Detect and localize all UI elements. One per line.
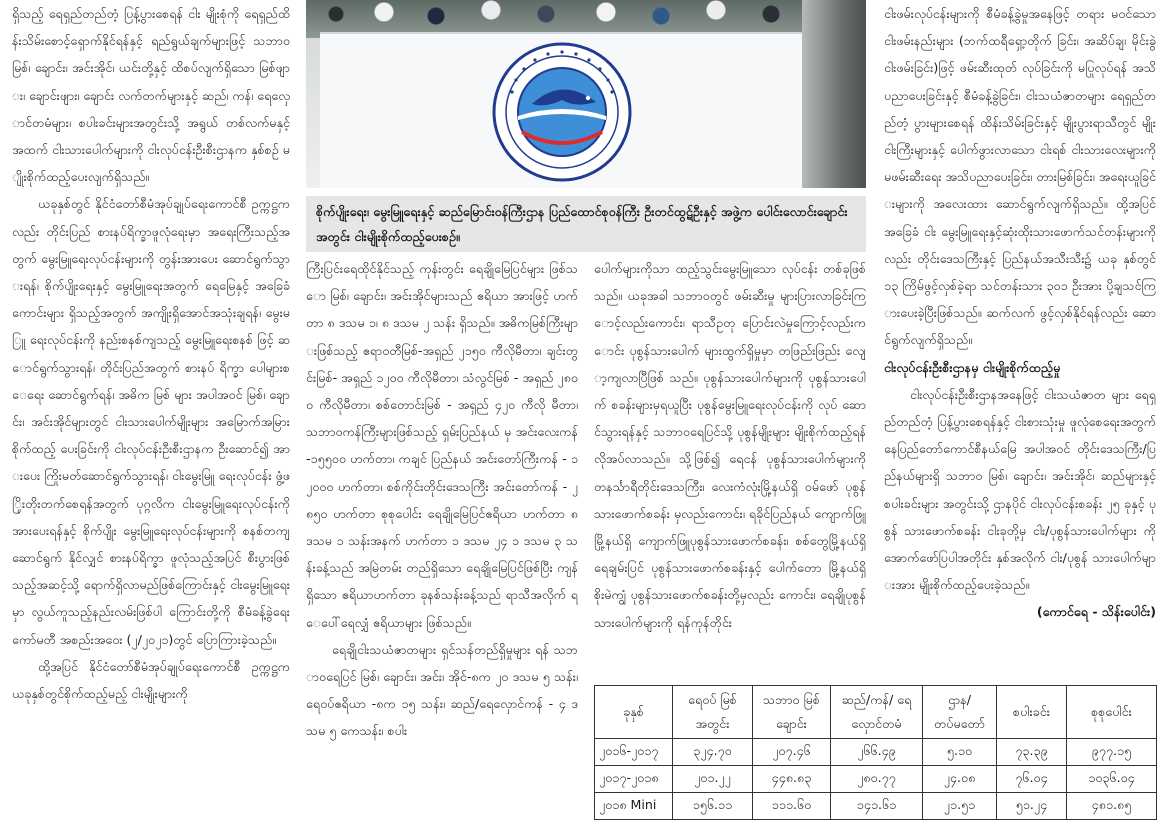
article-paragraph: ယခုနှစ်တွင် နိုင်ငံတော်စီမံအုပ်ချုပ်ရေးကောင်စီ ဥက္ကဋ္ဌကလည်း တိုင်းပြည် စားနပ်ရိက္ခာဖူလုံရေးမှာ အရေးကြီးသည့်အတွက် မွေးမြူရေးလုပ်ငန်းများကို တွန်းအားပေး ဆောင်ရွက်သွားရန်၊ စိုက်ပျိုးရေးနှင့် မွေးမြူရေးအတွက် ရေမြေနှင့် အခြေခံကောင်းများ ရှိသည့်အတွက် အကျိုးရှိအောင်အသုံးချရန်၊ မွေးမြူ ရေးလုပ်ငန်းကို နည်းစနစ်ကျသည့် မွေးမြူရေးစနစ် ဖြင့် ဆောင်ရွက်သွားရန်၊ တိုင်းပြည်အတွက် စားနပ် ရိက္ခာ ပေါများစေရေး ဆောင်ရွက်ရန်၊ အဓိက မြစ် များ အပါအဝင် မြစ်၊ ချောင်း၊ အင်းအိုင်များတွင် ငါးသားပေါက်မျိုးများ အမြောက်အမြား စိုက်ထည့် ပေးခြင်းကို ငါးလုပ်ငန်းဦးစီးဌာနက ဦးဆောင်၍ အားပေး ကြိုးမတ်ဆောင်ရွက်သွားရန်၊ ငါးမွေးမြူ ရေးလုပ်ငန်း ဖွံ့ဖြိုးတိုးတက်စေရန်အတွက် ပုဂ္ဂလိက ငါးမွေးမြူရေးလုပ်ငန်းကို အားပေးရန်နှင့် စိုက်ပျိုး မွေးမြူရေးလုပ်ငန်းများကို စနစ်တကျ ဆောင်ရွက် နိုင်လျှင် စားနပ်ရိက္ခာ ဖူလုံသည့်အပြင် စီးပွားဖြစ် သည့်အဆင့်သို့ ရောက်ရှိလာမည်ဖြစ်ကြောင်းနှင့် ငါးမွေးမြူရေးမှာ လွယ်ကူသည့်နည်းလမ်းဖြစ်ပါ ကြောင်းတို့ကို စီမံခန့်ခွဲရေးကော်မတီ အစည်းအဝေး (၂/၂၀၂၁)တွင် ပြောကြားခဲ့သည်။ xyxy=(12,196,290,647)
table-cell: ၁၀၃၆.၀၄ xyxy=(1067,766,1157,793)
column-header-year: ခုနှစ် xyxy=(595,686,673,739)
fisheries-department-logo xyxy=(492,42,632,182)
table-cell: ၁၁၁.၆၀ xyxy=(753,793,831,820)
article-paragraph: ရေချိုငါးသယံဇာတများ ရှင်သန်တည်ရှိမှုများ ရန် သဘာဝရေပြင် မြစ်၊ ချောင်း၊ အင်း၊ အိုင်-၈က ၂၀ ဒသမ ၅ သန်း၊ ရေဝပ်ဧရိယာ -၈က ၁၅ သန်း၊ ဆည်/ရေလှောင်ကန် - ၄ ဒသမ ၅ ကေသန်း၊ စပါး xyxy=(306,641,578,739)
table-cell: ၂၀၁၇-၂၀၁၈ xyxy=(595,766,673,793)
table-header-row xyxy=(595,686,1157,739)
table-cell: ၂၀၁၈ Mini xyxy=(595,793,673,820)
column-header-paddy-fields: စပါးခင်း xyxy=(997,686,1067,739)
table-cell: ၁၄၁.၆၁ xyxy=(831,793,923,820)
article-column-1 xyxy=(12,0,290,800)
table-cell: ၅၁.၂၄ xyxy=(997,793,1067,820)
table-row xyxy=(595,793,1157,820)
article-paragraph: ကြီးပြင်းရေထိုင်နိုင်သည့် ကုန်းတွင်း ရေချိုမြေပြင်များ ဖြစ်သော မြစ်၊ ချောင်း၊ အင်းအိုင်များသည် ဧရိယာ အားဖြင့် ဟက်တာ ၈ ဒသမ ၁၊ ၈ ဒသမ ၂ သန်း ရှိသည်။ အဓိကမြစ်ကြီးများဖြစ်သည့် ဧရာဝတီမြစ်-အရှည် ၂၁၅၀ ကီလိုမီတာ၊ ချင်းတွင်းမြစ်- အရှည် ၁၂၀၀ ကီလိုမီတာ၊ သံလွင်မြစ် - အရှည် ၂၈၀၀ ကီလိုမီတာ၊ စစ်တောင်းမြစ် - အရှည် ၄၂၀ ကီလို မီတာ၊ သဘာဝကန်ကြီးများဖြစ်သည့် ရှမ်းပြည်နယ် မှ အင်းလေးကန်-၁၅၅၀၀ ဟက်တာ၊ ကချင် ပြည်နယ် အင်းတော်ကြီးကန် - ၁၂၀၀၀ ဟက်တာ၊ စစ်ကိုင်းတိုင်းဒေသကြီး အင်းတော်ကန် - ၂၈၅၀ ဟက်တာ စုစုပေါင်း ရေချိုမြေပြင်ဧရိယာ ဟက်တာ ၈ ဒသမ ၁ သန်းအနက် ဟက်တာ ၁ ဒသမ ၂၄ ၁ ဒသမ ၃ သန်းခန့်သည် အမြဲတမ်း တည်ရှိသော ရေချိုမြေပြင်ဖြစ်ပြီး ကျန်ရှိသော ဧရိယာဟက်တာ ခုနစ်သန်းခန့်သည် ရာသီအလိုက် ရေပေါ်ရေလျှံ ဧရိယာများ ဖြစ်သည်။ xyxy=(306,261,578,630)
table-row xyxy=(595,739,1157,766)
table-cell: ၂၈၀.၇၇ xyxy=(831,766,923,793)
unit-note: (ကောင်ရေ - သိန်းပေါင်း) xyxy=(1036,604,1156,620)
table-cell: ၂၄.၀၈ xyxy=(923,766,997,793)
column-header-flooded-area: ရေဝပ် မြစ်အတွင်း xyxy=(673,686,753,739)
article-paragraph: ငါးဖမ်းလုပ်ငန်းများကို စီမံခန့်ခွဲမှုအနေဖြင့် တရား မဝင်သော ငါးဖမ်းနည်းများ (ဘက်ထရီရှော့တိုက် ခြင်း၊ အဆိပ်ချ၊ မိုင်းခွဲ ငါးဖမ်းခြင်း)ဖြင့် ဖမ်းဆီးထုတ် လုပ်ခြင်းကို မပြုလုပ်ရန် အသိပညာပေးခြင်းနှင့် စီမံခန့်ခွဲခြင်း၊ ငါးသယံဇာတများ ရေရှည်တည်တံ့ ပွားများစေရန် ထိန်းသိမ်းခြင်းနှင့် မျိုးပွားရာသီတွင် မျိုးငါးကြီးများနှင့် ပေါက်ဖွားလာသော ငါးရစ် ငါးသားလေးများကို မဖမ်းဆီးရေး အသိပညာပေးခြင်း၊ တားမြစ်ခြင်း၊ အရေးယူခြင်းများကို အလေးထား ဆောင်ရွက်လျက်ရှိသည်။ ထို့အပြင် အခြေခံ ငါး မွေးမြူရေးနှင့်ဆုံးထိုးသားဖောက်သင်တန်းများကို လည်း တိုင်းဒေသကြီးနှင့် ပြည်နယ်အသီးသီး၌ ယခု နှစ်တွင် ၁၃ ကြိမ်ဖွင့်လှစ်ခဲ့ရာ သင်တန်းသား ၃၀၁ ဦးအား ပို့ချသင်ကြားပေးခဲ့ပြီးဖြစ်သည်။ ဆက်လက် ဖွင့်လှစ်နိုင်ရန်လည်း ဆောင်ရွက်လျက်ရှိသည်။ xyxy=(884,6,1156,348)
news-photo xyxy=(306,0,866,188)
table-cell: ၅.၁၀ xyxy=(923,739,997,766)
table-row xyxy=(595,766,1157,793)
table-cell: ၃၂၄.၇၀ xyxy=(673,739,753,766)
column-header-dams-reservoirs: ဆည်/ကန်/ ရေလှောင်တမံ xyxy=(831,686,923,739)
column-header-natural-rivers: သဘာဝ မြစ်ချောင်း xyxy=(753,686,831,739)
table-cell: ၄၈၁.၈၅ xyxy=(1067,793,1157,820)
article-column-2 xyxy=(306,255,578,800)
column-header-total: စုစုပေါင်း xyxy=(1067,686,1157,739)
article-column-3 xyxy=(594,255,866,675)
white-banner xyxy=(320,32,852,188)
table-cell: ၇၃.၃၉ xyxy=(997,739,1067,766)
column-header-department-army: ဌာန/ တပ်မတော် xyxy=(923,686,997,739)
table-cell: ၂၀၁.၂၂ xyxy=(673,766,753,793)
table-cell: ၄၄၈.၈၃ xyxy=(753,766,831,793)
table-cell: ၇၆.၀၄ xyxy=(997,766,1067,793)
article-paragraph: ရှိသည့် ရေရှည်တည်တံ့ ပြန့်ပွားစေရန် ငါး မျိုးစုံကို ရေရှည်ထိန်းသိမ်းစောင့်ရှောက်နိုင်ရန်နှင့် ရည်ရွယ်ချက်များဖြင့် သဘာဝ မြစ်၊ ချောင်း၊ အင်းအိုင်၊ ယင်းတို့နှင့် ထိစပ်လျက်ရှိသော မြစ်ဖျား၊ ချောင်းဖျား၊ ချောင်း လက်တက်များနှင့် ဆည်၊ ကန်၊ ရေလှောင်တမံများ၊ စပါးခင်းများအတွင်းသို့ အရွယ် တစ်လက်မနှင့် အထက် ငါးသားပေါက်များကို ငါးလုပ်ငန်းဦးစီးဌာနက နှစ်စဉ် မျိုးစိုက်ထည့်ပေးလျက်ရှိသည်။ xyxy=(12,6,290,185)
table-cell: ၁၅၆.၁၁ xyxy=(673,793,753,820)
article-paragraph: ပေါက်များကိုသာ ထည့်သွင်းမွေးမြူသော လုပ်ငန်း တစ်ခုဖြစ်သည်။ ယခုအခါ သဘာဝတွင် ဖမ်းဆီးမှု များပြားလာခြင်းကြောင့်လည်းကောင်း၊ ရာသီဥတု ပြောင်းလဲမှုကြောင့်လည်းကောင်း ပုစွန်သားပေါက် များထွက်ရှိမှုမှာ တဖြည်းဖြည်း လျော့ကျလာပြီဖြစ် သည်။ ပုစွန်သားပေါက်များကို ပုစွန်သားပေါက် စခန်းများမှရယူပြီး ပုစွန်မွေးမြူရေးလုပ်ငန်းကို လုပ် ဆောင်သွားရန်နှင့် သဘာဝရေပြင်သို့ ပုစွန်မျိုးများ မျိုးစိုက်ထည့်ရန် လိုအပ်လာသည်။ သို့ဖြစ်၍ ရေငန် ပုစွန်သားပေါက်များကို တနင်္သာရီတိုင်းဒေသကြီး၊ လေးကံလုံးမြို့နယ်ရှိ ဝမ်ဖော် ပုစွန်သားဖောက်စခန်း မှလည်းကောင်း၊ ရခိုင်ပြည်နယ် ကျောက်ဖြူမြို့နယ်ရှိ ကျောက်ဖြူပုစွန်သားဖောက်စခန်း၊ စစ်တွေမြို့နယ်ရှိ ရေချမ်းပြင် ပုစွန်သားဖောက်စခန်းနှင့် ပေါက်တော မြို့နယ်ရှိ စိုးမဲကျွံ ပုစွန်သားဖောက်စခန်းတို့မှလည်း ကောင်း၊ ရေချိုပုစွန်သားပေါက်များကို ရန်ကုန်တိုင်း xyxy=(594,261,866,630)
article-column-4 xyxy=(884,0,1156,680)
table-cell: ၂၁.၅၁ xyxy=(923,793,997,820)
section-subheading: ငါးလုပ်ငန်းဦးစီးဌာနမှ ငါးမျိုးစိုက်ထည့်မှု xyxy=(884,359,1061,375)
article-paragraph: ထို့အပြင် နိုင်ငံတော်စီမံအုပ်ချုပ်ရေးကောင်စီ ဥက္ကဋ္ဌက ယခုနှစ်တွင်စိုက်ထည့်မည့် ငါးမျိုးများကို xyxy=(12,658,290,702)
table-cell: ၂၀၇.၄၆ xyxy=(753,739,831,766)
article-paragraph: ငါးလုပ်ငန်းဦးစီးဌာနအနေဖြင့် ငါးသယံဇာတ များ ရေရှည်တည်တံ့ ပြန့်ပွားစေရန်နှင့် ငါးစားသုံးမှု ဖူလုံစေရေးအတွက် နေပြည်တော်ကောင်စီနယ်မြေ အပါအဝင် တိုင်းဒေသကြီး/ပြည်နယ်များရှိ သဘာဝ မြစ်၊ ချောင်း၊ အင်းအိုင်၊ ဆည်များနှင့် စပါးခင်းများ အတွင်းသို့ ဌာနပိုင် ငါးလုပ်ငန်းစခန်း ၂၅ ခုနှင့် ပုစွန် သားဖောက်စခန်း ငါးခုတို့မှ ငါး/ပုစွန်သားပေါက်များ ကို အောက်ဖော်ပြပါအတိုင်း နှစ်အလိုက် ငါး/ပုစွန် သားပေါက်များအား မျိုးစိုက်ထည့်ပေးခဲ့သည်။ xyxy=(884,386,1156,593)
table-cell: ၉၇၇.၁၅ xyxy=(1067,739,1157,766)
photo-background-shadow xyxy=(802,0,866,188)
table-cell: ၂၆၆.၄၉ xyxy=(831,739,923,766)
table-cell: ၂၀၁၆-၂၀၁၇ xyxy=(595,739,673,766)
photo-caption: စိုက်ပျိုးရေး၊ မွေးမြူရေးနှင့် ဆည်မြောင်းဝန်ကြီးဌာန ပြည်ထောင်စုဝန်ကြီး ဦးတင်ထွဋ်ဦးနှင့် အဖွဲ့က ပေါင်းလောင်းချောင်းအတွင်း ငါးမျိုးစိုက်ထည့်ပေးစဉ်။ xyxy=(306,196,866,252)
